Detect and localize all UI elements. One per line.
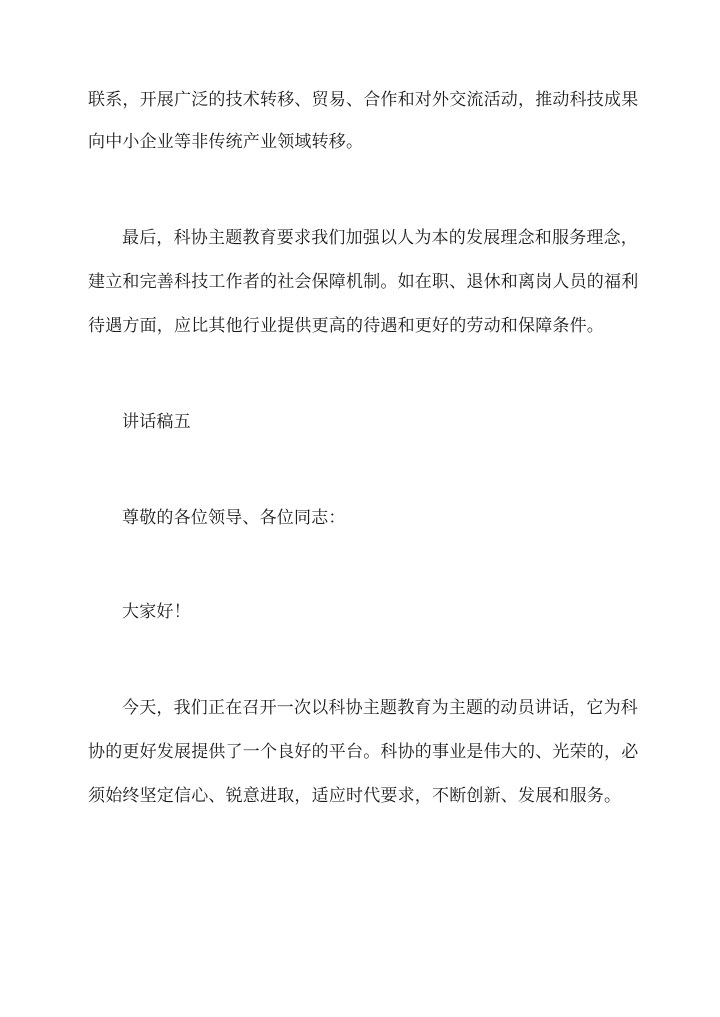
paragraph-2-line-1: 最后，科协主题教育要求我们加强以人为本的发展理念和服务理念， [122,228,638,248]
paragraph-1-line-2: 向中小企业等非传统产业领域转移。 [88,132,364,152]
paragraph-2-line-3: 待遇方面，应比其他行业提供更高的待遇和更好的劳动和保障条件。 [88,316,604,336]
greeting: 大家好！ [122,602,191,622]
paragraph-1-line-1: 联系，开展广泛的技术转移、贸易、合作和对外交流活动，推动科技成果 [88,90,639,110]
salutation: 尊敬的各位领导、各位同志： [122,508,346,528]
paragraph-2-line-2: 建立和完善科技工作者的社会保障机制。如在职、退休和离岗人员的福利 [88,272,639,292]
paragraph-6-line-2: 协的更好发展提供了一个良好的平台。科协的事业是伟大的、光荣的，必 [88,742,639,762]
paragraph-6-line-1: 今天，我们正在召开一次以科协主题教育为主题的动员讲话，它为科 [122,698,638,718]
paragraph-6-line-3: 须始终坚定信心、锐意进取，适应时代要求，不断创新、发展和服务。 [88,786,622,806]
section-heading: 讲话稿五 [122,412,191,432]
